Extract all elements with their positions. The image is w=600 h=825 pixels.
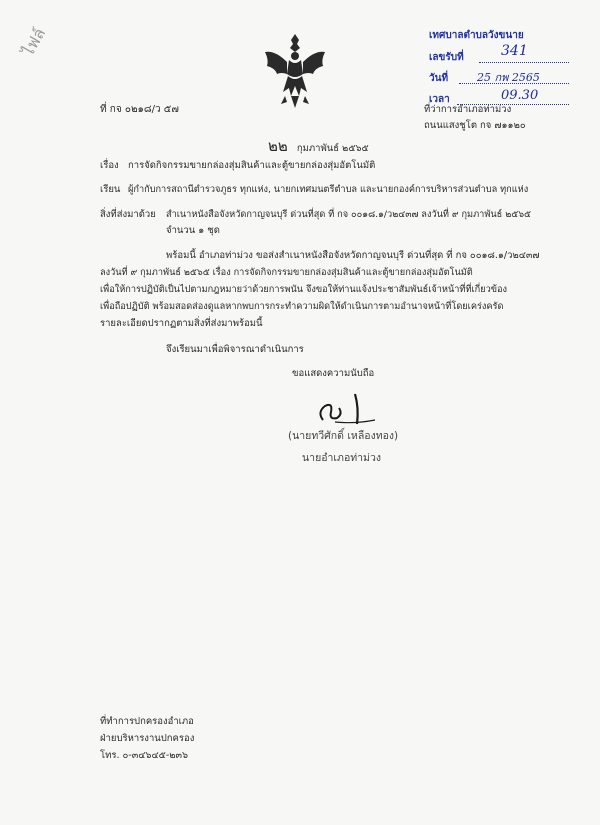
closing-request: จึงเรียนมาเพื่อพิจารณาดำเนินการ [166, 344, 304, 355]
signature [315, 390, 395, 430]
stamp-date-label: วันที่ [429, 73, 449, 84]
date-month-year: กุมภาพันธ์ ๒๕๖๕ [296, 143, 369, 154]
footer-division: ฝ่ายบริหารงานปกครอง [100, 733, 195, 744]
stamp-date-value: 25 กพ 2565 [477, 71, 540, 84]
date-day: ๒๒ [268, 137, 288, 155]
footer-phone: โทร. ๐-๓๔๖๔๕-๒๓๖ [100, 750, 189, 761]
body-line-1: พร้อมนี้ อำเภอท่าม่วง ขอส่งสำเนาหนังสือจังหวัดกาญจนบุรี ด่วนที่สุด ที่ กจ ๐๐๑๘.๑/ว๒๔๓๗ [166, 250, 540, 261]
footer-office: ที่ทำการปกครองอำเภอ [100, 716, 194, 727]
body-line-2: ลงวันที่ ๙ กุมภาพันธ์ ๒๕๖๕ เรื่อง การจัดกิจกรรมขายกล่องสุ่มสินค้าและตู้ขายกล่องสุ่มอัตโนมัติ [100, 267, 473, 278]
attachment-line-2: จำนวน ๑ ชุด [166, 225, 220, 236]
reception-stamp [427, 26, 577, 114]
garuda-emblem [261, 30, 329, 110]
stamp-time-label: เวลา [429, 94, 450, 105]
document-date [268, 134, 369, 158]
stamp-time-value: 09.30 [501, 88, 539, 103]
margin-annotation: ไฟล์ [18, 24, 50, 60]
subject-text: การจัดกิจกรรมขายกล่องสุ่มสินค้าและตู้ขายกล่องสุ่มอัตโนมัติ [128, 160, 376, 171]
attachment-label: สิ่งที่ส่งมาด้วย [100, 209, 156, 220]
stamp-number-value: 341 [501, 43, 528, 59]
signer-name: (นายทวีศักดิ์ เหลืองทอง) [288, 430, 399, 442]
subject-label: เรื่อง [100, 160, 119, 171]
sender-address: ถนนแสงชูโต กจ ๗๑๑๒๐ [424, 120, 526, 131]
signer-position: นายอำเภอท่าม่วง [302, 452, 382, 464]
stamp-number-label: เลขรับที่ [429, 52, 464, 63]
sender-office: ที่ว่าการอำเภอท่าม่วง [424, 104, 512, 115]
closing-salutation: ขอแสดงความนับถือ [292, 368, 375, 379]
attachment-line-1: สำเนาหนังสือจังหวัดกาญจนบุรี ด่วนที่สุด ที่ กจ ๐๐๑๘.๑/ว๒๔๓๗ ลงวันที่ ๙ กุมภาพันธ์ ๒๕๖๕ [166, 209, 531, 220]
recipient-text: ผู้กำกับการสถานีตำรวจภูธร ทุกแห่ง, นายกเทศมนตรีตำบล และนายกองค์การบริหารส่วนตำบล ทุกแห่ง [128, 184, 529, 195]
stamp-office: เทศบาลตำบลวังขนาย [429, 30, 524, 41]
body-line-5: รายละเอียดปรากฏตามสิ่งที่ส่งมาพร้อมนี้ [100, 318, 263, 329]
doc-number: ที่ กจ ๐๒๑๘/ว ๕๗ [100, 104, 179, 115]
body-line-3: เพื่อให้การปฏิบัติเป็นไปตามกฎหมายว่าด้วยการพนัน จึงขอให้ท่านแจ้งประชาสัมพันธ์เจ้าหน้าที่ที่เกี่ยวข้อง [100, 284, 508, 295]
stamp-number-line [479, 62, 569, 63]
body-line-4: เพื่อถือปฏิบัติ พร้อมสอดส่องดูแลหากพบการกระทำความผิดให้ดำเนินการตามอำนาจหน้าที่โดยเคร่งครัด [100, 301, 504, 312]
recipient-label: เรียน [100, 184, 121, 195]
